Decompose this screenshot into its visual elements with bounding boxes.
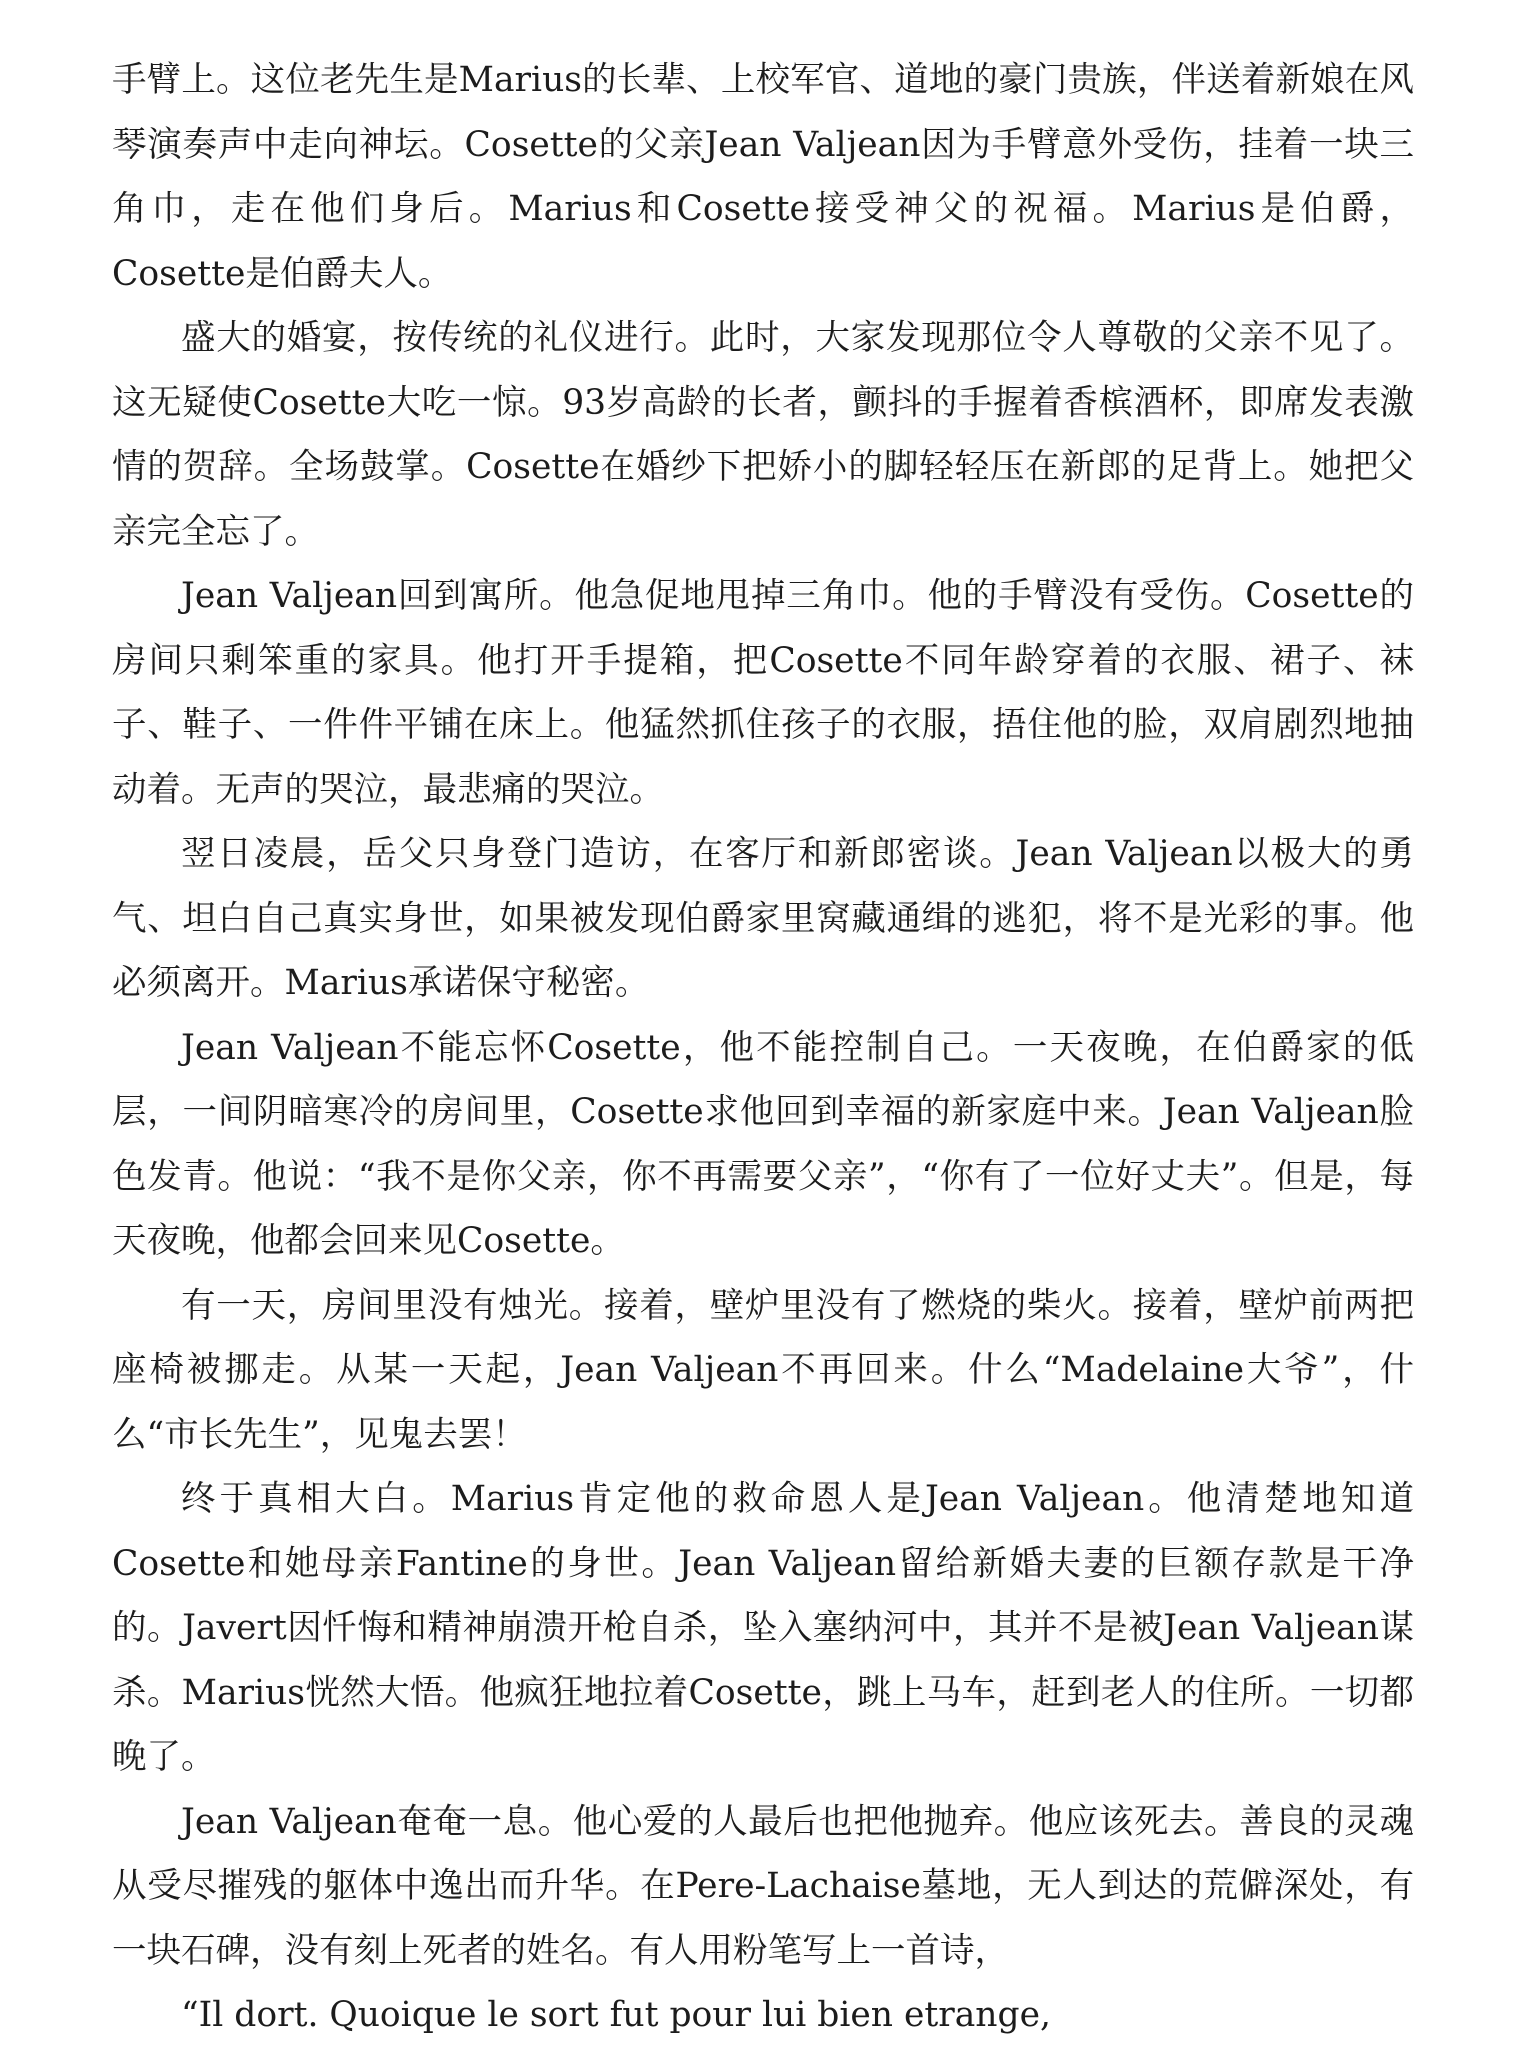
body-text [112, 48, 1414, 2048]
poem-line: “Il dort. Quoique le sort fut pour lui bien etrange, [181, 1995, 1051, 2035]
paragraph-wedding-banquet: 盛大的婚宴，按传统的礼仪进行。此时，大家发现那位令人尊敬的父亲不见了。这无疑使Cosette大吃一惊。93岁高龄的长者，颤抖的手握着香槟酒杯，即席发表激情的贺辞。全场鼓掌。Cosette在婚纱下把娇小的脚轻轻压在新郎的足背上。她把父亲完全忘了。 [112, 318, 1414, 552]
paragraph-valjean-returns: Jean Valjean回到寓所。他急促地甩掉三角巾。他的手臂没有受伤。Cosette的房间只剩笨重的家具。他打开手提箱，把Cosette不同年龄穿着的衣服、裙子、袜子、鞋子、一件件平铺在床上。他猛然抓住孩子的衣服，捂住他的脸，双肩剧烈地抽动着。无声的哭泣，最悲痛的哭泣。 [112, 576, 1414, 810]
paragraph-absence: 有一天，房间里没有烛光。接着，壁炉里没有了燃烧的柴火。接着，壁炉前两把座椅被挪走。从某一天起，Jean Valjean不再回来。什么“Madelaine大爷”，什么“市长先生”，见鬼去罢！ [112, 1285, 1414, 1455]
paragraph-truth-revealed: 终于真相大白。Marius肯定他的救命恩人是Jean Valjean。他清楚地知道Cosette和她母亲Fantine的身世。Jean Valjean留给新婚夫妻的巨额存款是干净的。Javert因忏悔和精神崩溃开枪自杀，坠入塞纳河中，其并不是被Jean Valjean谋杀。Marius恍然大悟。他疯狂地拉着Cosette，跳上马车，赶到老人的住所。一切都晚了。 [112, 1479, 1414, 1777]
paragraph-continued: 手臂上。这位老先生是Marius的长辈、上校军官、道地的豪门贵族，伴送着新娘在风琴演奏声中走向神坛。Cosette的父亲Jean Valjean因为手臂意外受伤，挂着一块三角巾，走在他们身后。Marius和Cosette接受神父的祝福。Marius是伯爵，Cosette是伯爵夫人。 [112, 60, 1414, 294]
paragraph-visits: Jean Valjean不能忘怀Cosette，他不能控制自己。一天夜晚，在伯爵家的低层，一间阴暗寒冷的房间里，Cosette求他回到幸福的新家庭中来。Jean Valjean脸色发青。他说：“我不是你父亲，你不再需要父亲”，“你有了一位好丈夫”。但是，每天夜晚，他都会回来见Cosette。 [112, 1027, 1414, 1261]
paragraph-death: Jean Valjean奄奄一息。他心爱的人最后也把他抛弃。他应该死去。善良的灵魂从受尽摧残的躯体中逸出而升华。在Pere-Lachaise墓地，无人到达的荒僻深处，有一块石碑，没有刻上死者的姓名。有人用粉笔写上一首诗， [112, 1801, 1414, 1971]
paragraph-confession: 翌日凌晨，岳父只身登门造访，在客厅和新郎密谈。Jean Valjean以极大的勇气、坦白自己真实身世，如果被发现伯爵家里窝藏通缉的逃犯，将不是光彩的事。他必须离开。Marius承诺保守秘密。 [112, 834, 1414, 1003]
